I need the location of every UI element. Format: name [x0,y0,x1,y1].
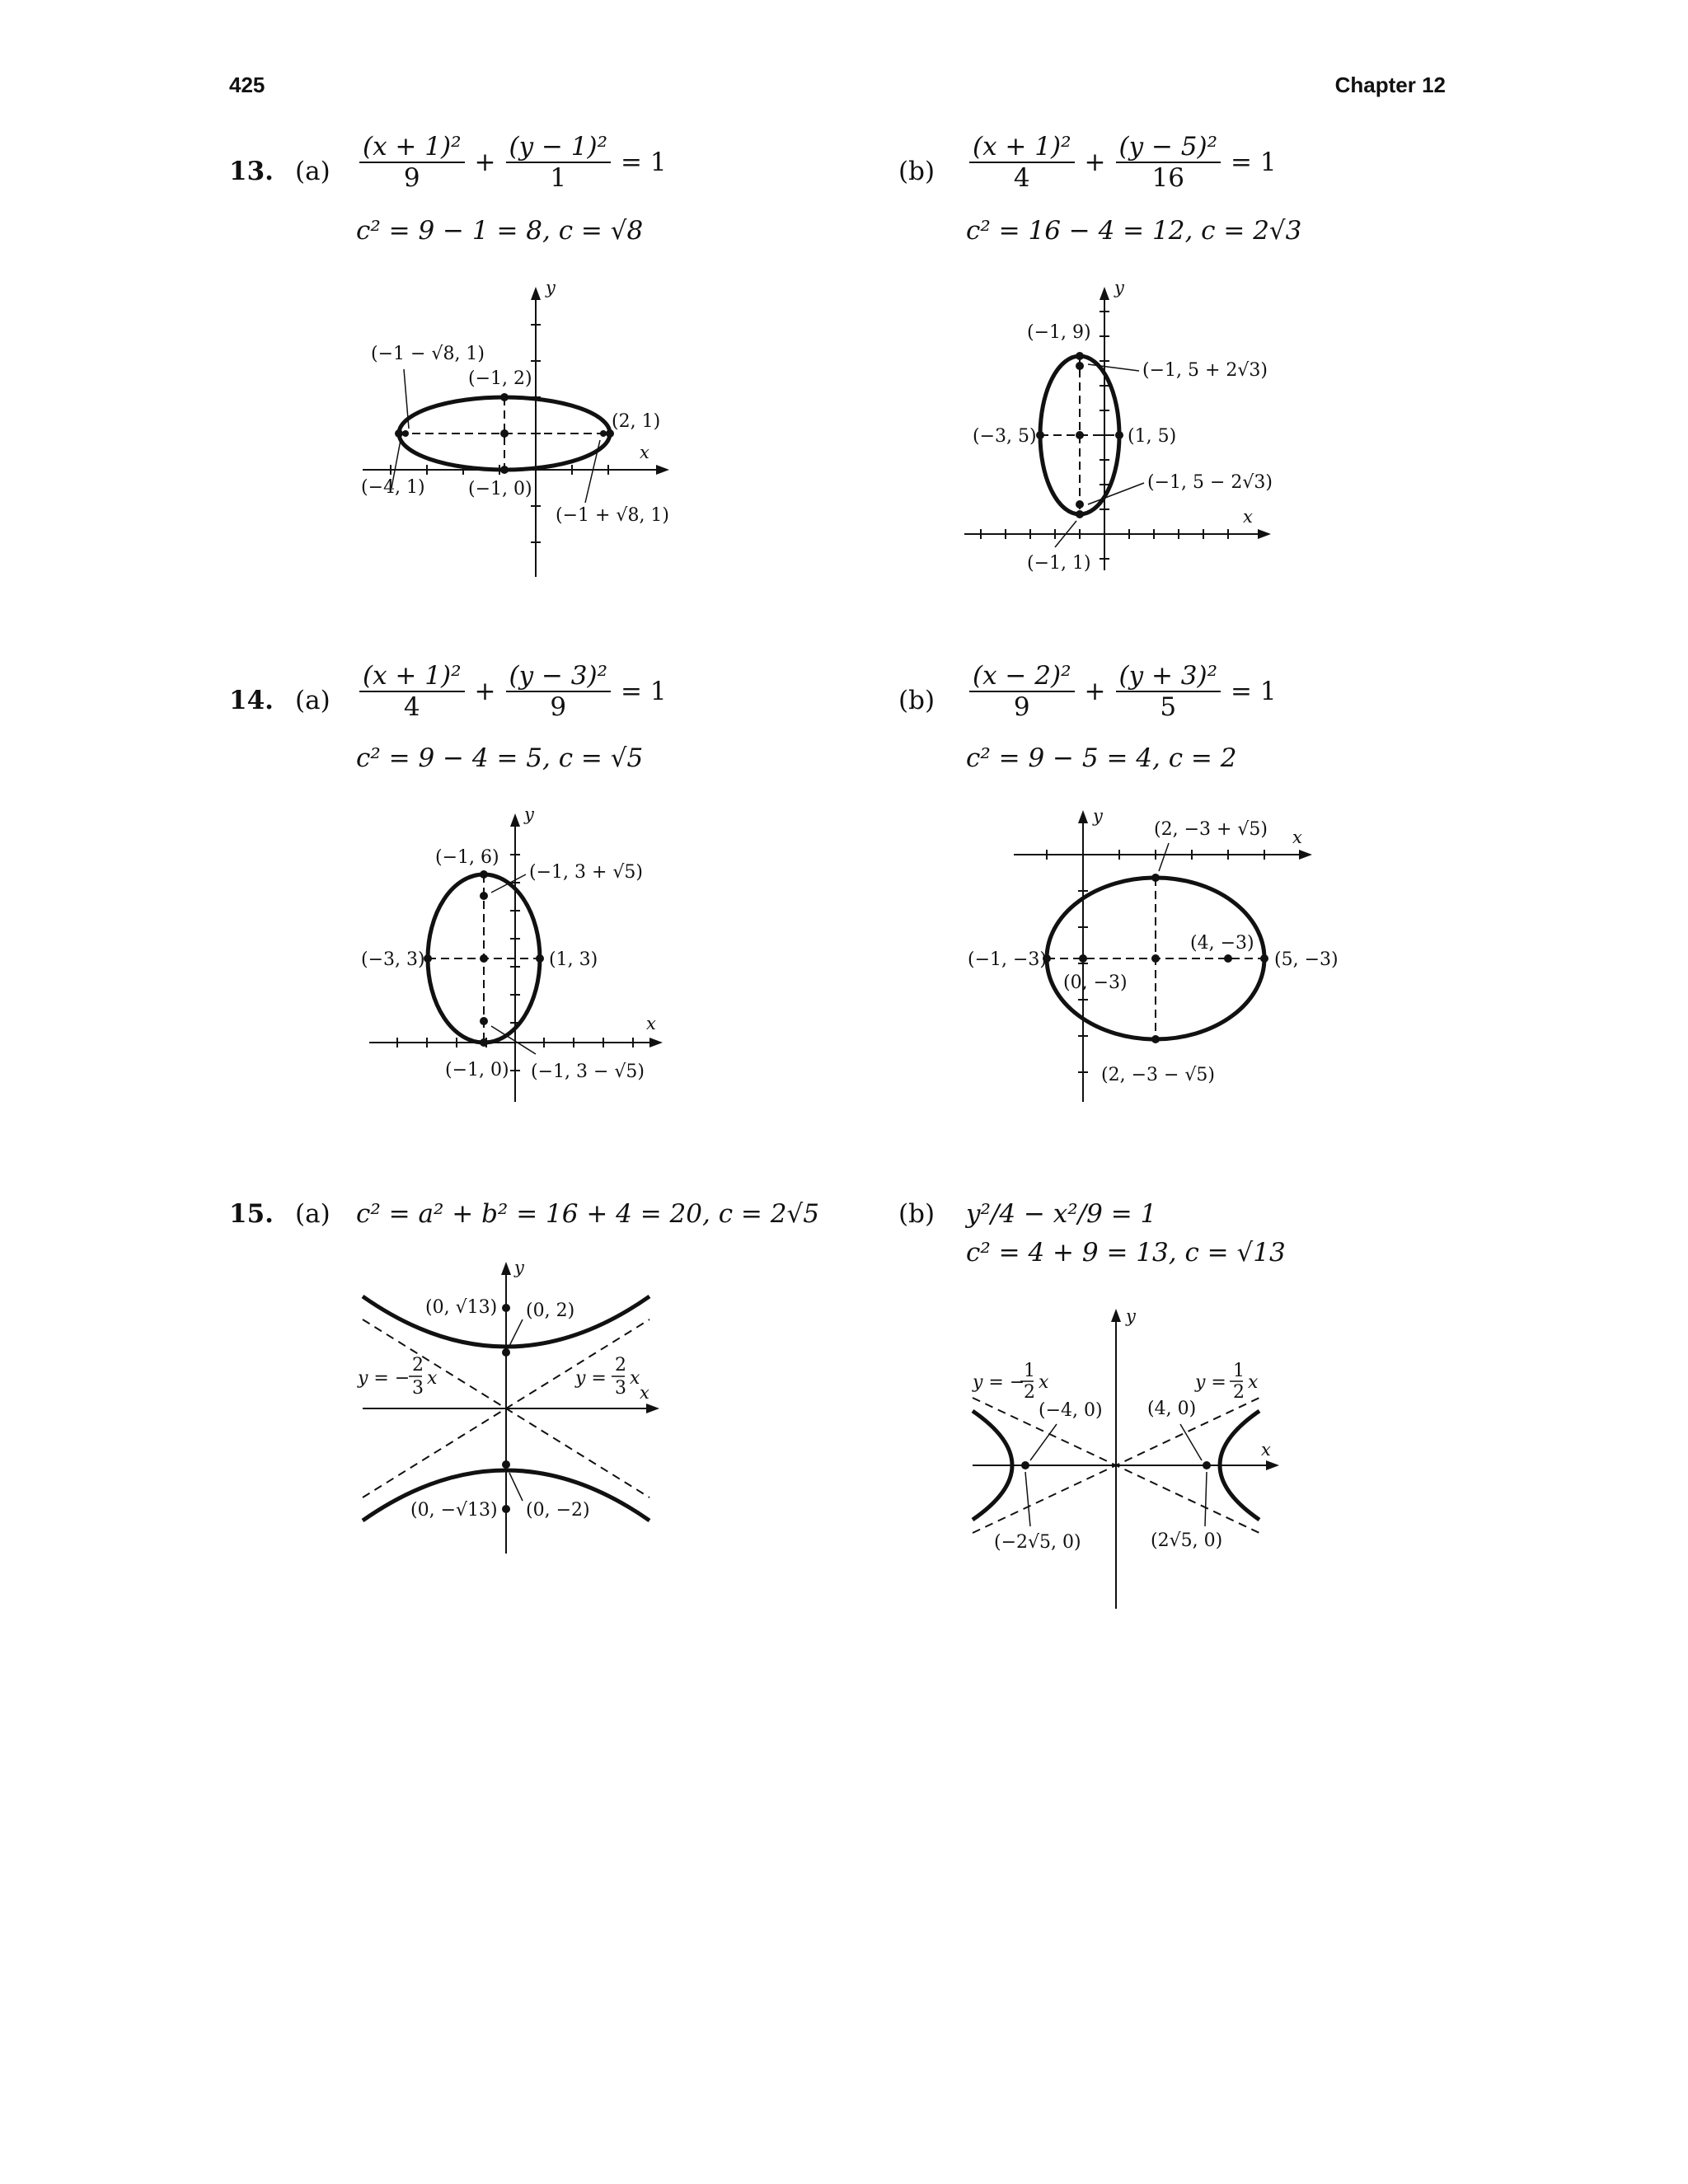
point-label: (−1, 2) [468,368,532,389]
point-label: (−1, 0) [468,479,532,499]
asymptote-label-right [574,1355,640,1399]
graph-15a [346,1257,676,1570]
graph-14a [346,804,692,1117]
point-label: (−1, 5 + 2√3) [1142,360,1268,381]
x-axis-label: x [1261,1440,1271,1460]
svg-text:2: 2 [615,1355,626,1376]
point-label: (0, 2) [526,1301,575,1321]
point-label: (−1 − √8, 1) [371,344,485,364]
y-axis-label: y [1126,1306,1136,1326]
svg-text:2: 2 [412,1355,424,1376]
point-label: (2√5, 0) [1151,1530,1223,1551]
point-label: (−4, 0) [1039,1400,1103,1421]
point-label: (−1, 3 − √5) [531,1062,645,1082]
svg-text:y = −: y = − [973,1372,1025,1393]
point-label: (0, √13) [425,1297,498,1318]
point-label: (−1, 3 + √5) [529,862,644,883]
asymptote-label-left [972,1361,1049,1403]
svg-text:2: 2 [1233,1382,1245,1403]
equation-13b: $\frac{\text{(x + 1)²}}{4}$ + $\frac{\text{(y − 5)²}}{16}$ = 1 [964,132,1282,193]
point-label: (−1, 1) [1027,553,1091,574]
point-label: (4, 0) [1147,1399,1197,1419]
point-label: (1, 3) [549,949,598,970]
y-axis-label: y [524,804,534,824]
equation-14b: $\frac{\text{(x − 2)²}}{9}$ + $\frac{\text{(y + 3)²}}{5}$ = 1 [964,661,1282,722]
graph-13b [956,272,1319,585]
svg-text:x: x [427,1368,438,1389]
asymptote-label-left [357,1355,438,1399]
x-axis-label: x [640,443,649,462]
point-label: (−1 + √8, 1) [556,505,670,526]
svg-text:x: x [1039,1372,1049,1393]
svg-text:y =: y = [1195,1372,1226,1393]
svg-text:3: 3 [615,1378,626,1399]
svg-text:y =: y = [575,1368,607,1389]
point-label: (−1, −3) [968,949,1048,970]
point-label: (2, 1) [612,411,661,432]
page-number: 425 [229,73,265,97]
graph-15b [956,1302,1302,1615]
problem-number: 15. [229,1199,274,1229]
part-a-label: (a) [295,686,331,715]
point-label: (−1, 9) [1027,322,1091,343]
problem-number: 14. [229,686,274,715]
svg-text:2: 2 [1024,1382,1035,1403]
problem-number: 13. [229,157,274,186]
result-15a: c² = a² + b² = 16 + 4 = 20, c = 2√5 [356,1199,819,1229]
chapter-title: Chapter 12 [1334,73,1446,97]
result-14a: c² = 9 − 4 = 5, c = √5 [356,743,644,773]
part-b-label: (b) [898,686,935,715]
part-a-label: (a) [295,157,331,186]
point-label: (0, −√13) [410,1500,498,1521]
svg-text:1: 1 [1024,1361,1035,1381]
y-axis-label: y [546,278,556,298]
svg-text:3: 3 [412,1378,424,1399]
graph-14b [956,804,1343,1117]
asymptote-label-right [1194,1361,1259,1403]
y-axis-label: y [1093,806,1103,826]
y-axis-label: y [1114,278,1124,298]
part-b-label: (b) [898,157,935,186]
point-label: (2, −3 + √5) [1154,819,1268,840]
graph-13a [346,272,692,585]
svg-text:y = −: y = − [358,1368,410,1389]
result-15b: c² = 4 + 9 = 13, c = √13 [966,1238,1286,1268]
point-label: (2, −3 − √5) [1101,1065,1216,1085]
svg-text:x: x [1248,1372,1259,1393]
equation-13a: $\frac{\text{(x + 1)²}}{9}$ + $\frac{\text{(y − 1)²}}{1}$ = 1 [354,132,672,193]
part-b-label: (b) [898,1199,935,1229]
point-label: (−2√5, 0) [994,1532,1081,1553]
equation-14a: $\frac{\text{(x + 1)²}}{4}$ + $\frac{\text{(y − 3)²}}{9}$ = 1 [354,661,672,722]
point-label: (5, −3) [1274,949,1339,970]
point-label: (−3, 5) [973,426,1037,447]
result-13a: c² = 9 − 1 = 8, c = √8 [356,216,644,246]
result-14b: c² = 9 − 5 = 4, c = 2 [966,743,1237,773]
svg-text:1: 1 [1233,1361,1245,1381]
result-13b: c² = 16 − 4 = 12, c = 2√3 [966,216,1302,246]
x-axis-label: x [1292,827,1302,847]
point-label: (−1, 5 − 2√3) [1147,472,1273,493]
y-axis-label: y [514,1258,524,1277]
point-label: (−1, 0) [445,1060,509,1080]
x-axis-label: x [1243,507,1253,527]
equation-15b: y²/4 − x²/9 = 1 [966,1199,1157,1229]
svg-text:x: x [630,1368,640,1389]
point-label: (1, 5) [1128,426,1177,447]
point-label: (−4, 1) [361,477,425,498]
x-axis-label: x [646,1014,656,1033]
point-label: (4, −3) [1190,933,1254,954]
point-label: (−3, 3) [361,949,425,970]
part-a-label: (a) [295,1199,331,1229]
point-label: (0, −2) [526,1500,590,1521]
x-axis-label: x [640,1383,649,1403]
point-label: (0, −3) [1063,972,1128,993]
point-label: (−1, 6) [435,847,499,868]
